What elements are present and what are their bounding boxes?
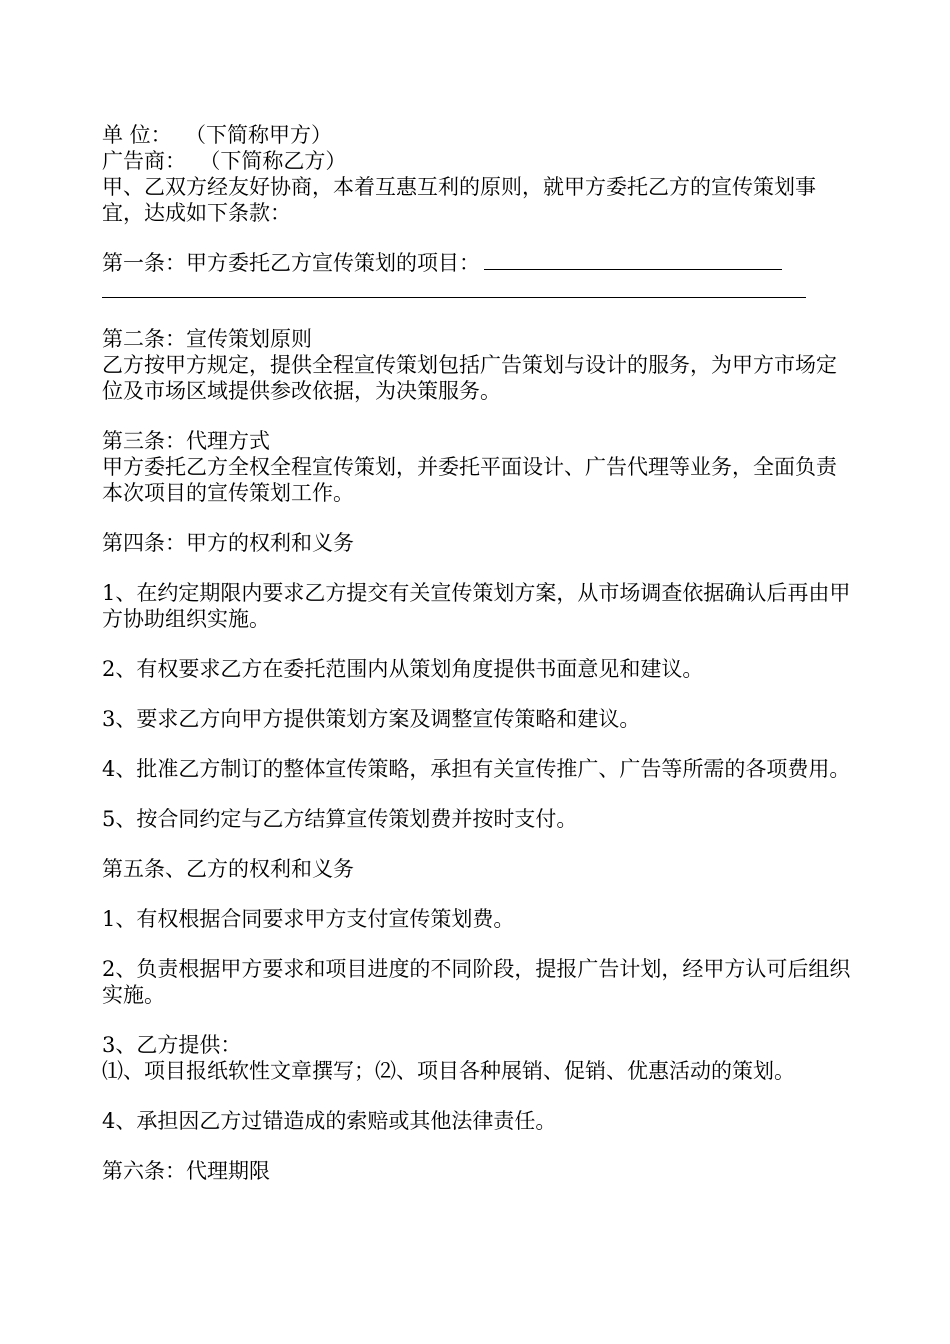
article-1-blank-field	[484, 251, 782, 270]
article-4-item-4: 4、批准乙方制订的整体宣传策略，承担有关宣传推广、广告等所需的各项费用。	[102, 757, 851, 781]
spacer	[102, 932, 852, 956]
party-a-line: 单 位： （下简称甲方）	[102, 123, 333, 147]
spacer	[102, 1008, 852, 1032]
spacer	[102, 682, 852, 706]
spacer	[102, 832, 852, 856]
spacer	[102, 404, 852, 428]
spacer	[102, 632, 852, 656]
spacer	[102, 782, 852, 806]
article-1-line	[102, 250, 852, 276]
article-2-title: 第二条：宣传策划原则	[102, 327, 312, 351]
party-b-line: 广告商： （下简称乙方）	[102, 149, 347, 173]
document-body	[102, 122, 852, 1184]
article-1-text: 第一条：甲方委托乙方宣传策划的项目：	[102, 251, 480, 275]
article-5-item-3-body: ⑴、项目报纸软性文章撰写；⑵、项目各种展销、促销、优惠活动的策划。	[102, 1059, 795, 1083]
article-4-title: 第四条：甲方的权利和义务	[102, 531, 354, 555]
article-4-item-3: 3、要求乙方向甲方提供策划方案及调整宣传策略和建议。	[102, 707, 641, 731]
article-2-body: 乙方按甲方规定，提供全程宣传策划包括广告策划与设计的服务，为甲方市场定位及市场区域提供参改依据，为决策服务。	[102, 353, 837, 403]
article-5-title: 第五条、乙方的权利和义务	[102, 857, 354, 881]
spacer	[102, 226, 852, 250]
article-5-item-3-title: 3、乙方提供：	[102, 1033, 242, 1057]
spacer	[102, 556, 852, 580]
spacer	[102, 882, 852, 906]
article-4-item-5: 5、按合同约定与乙方结算宣传策划费并按时支付。	[102, 807, 578, 831]
blank-rule	[102, 297, 806, 298]
article-5-item-4: 4、承担因乙方过错造成的索赔或其他法律责任。	[102, 1109, 557, 1133]
spacer	[102, 1084, 852, 1108]
spacer	[102, 302, 852, 326]
article-4-item-1: 1、在约定期限内要求乙方提交有关宣传策划方案，从市场调查依据确认后再由甲方协助组织实施。	[102, 581, 851, 631]
article-1-blank-line	[102, 276, 852, 302]
intro-paragraph: 甲、乙双方经友好协商，本着互惠互利的原则，就甲方委托乙方的宣传策划事宜，达成如下条款：	[102, 175, 816, 225]
article-3-body: 甲方委托乙方全权全程宣传策划，并委托平面设计、广告代理等业务，全面负责本次项目的宣传策划工作。	[102, 455, 837, 505]
spacer	[102, 506, 852, 530]
article-3-title: 第三条：代理方式	[102, 429, 270, 453]
article-5-item-2: 2、负责根据甲方要求和项目进度的不同阶段，提报广告计划，经甲方认可后组织实施。	[102, 957, 851, 1007]
article-6-title: 第六条：代理期限	[102, 1159, 270, 1183]
spacer	[102, 732, 852, 756]
spacer	[102, 1134, 852, 1158]
article-5-item-1: 1、有权根据合同要求甲方支付宣传策划费。	[102, 907, 515, 931]
article-4-item-2: 2、有权要求乙方在委托范围内从策划角度提供书面意见和建议。	[102, 657, 704, 681]
